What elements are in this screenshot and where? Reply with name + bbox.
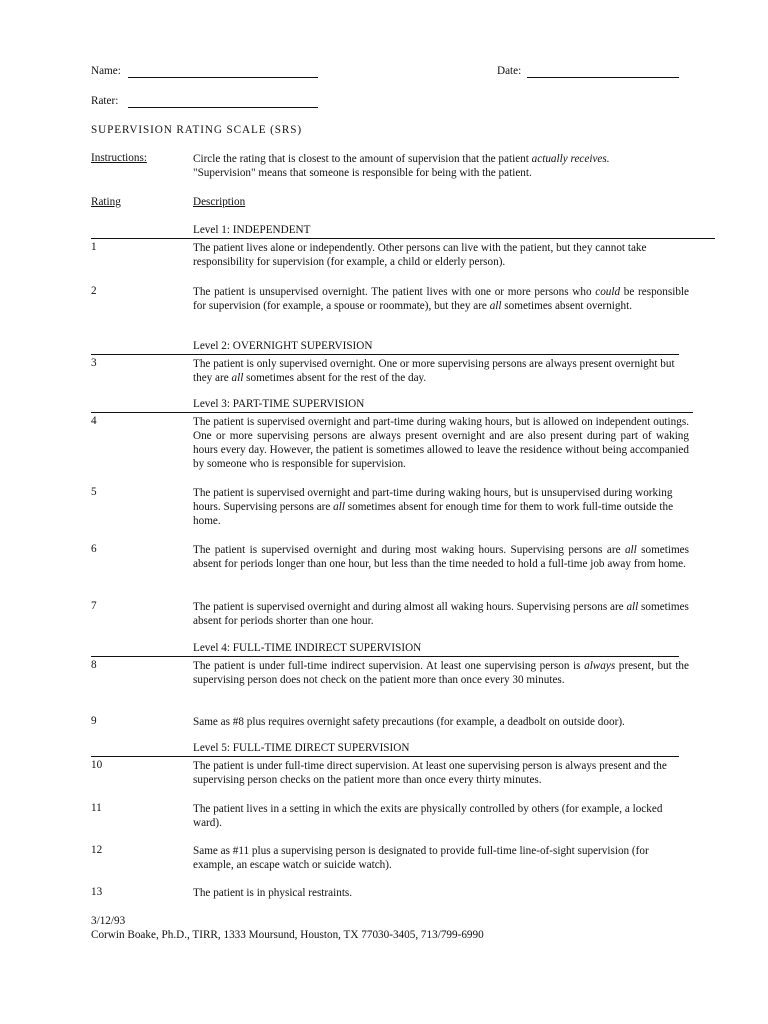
level-1-heading: Level 1: INDEPENDENT — [193, 224, 311, 236]
rating-number[interactable]: 4 — [91, 415, 97, 427]
description-column-header: Description — [193, 196, 246, 208]
rating-description: Same as #8 plus requires overnight safety precautions (for example, a deadbolt on outside door). — [193, 716, 625, 728]
level-2-divider — [91, 354, 679, 355]
rating-description: The patient is only supervised overnight. One or more supervising persons are always present overnight but they are all sometimes absent for the rest of the day. — [193, 358, 675, 384]
name-field[interactable] — [128, 77, 318, 78]
rating-number[interactable]: 9 — [91, 715, 97, 727]
rating-number[interactable]: 7 — [91, 600, 97, 612]
rating-number[interactable]: 3 — [91, 357, 97, 369]
rating-description: The patient is supervised overnight and part-time during waking hours, but is unsupervised during working hours. Supervising persons are all sometimes absent for enough time for them to work full-time outside the home. — [193, 487, 674, 527]
footer-credit: Corwin Boake, Ph.D., TIRR, 1333 Moursund, Houston, TX 77030-3405, 713/799-6990 — [91, 929, 484, 941]
rating-number[interactable]: 6 — [91, 543, 97, 555]
rating-description: Same as #11 plus a supervising person is designated to provide full-time line-of-sight supervision (for example, an escape watch or suicide watch). — [193, 845, 649, 871]
rating-description: The patient lives in a setting in which the exits are physically controlled by others (for example, a locked ward). — [193, 803, 663, 829]
rater-field[interactable] — [128, 107, 318, 108]
instructions-label: Instructions: — [91, 152, 147, 164]
rating-description: The patient is supervised overnight and during most waking hours. Supervising persons are all sometimes absent for periods longer than one hour, but less than the time needed to hold a full-time job away from home. — [193, 544, 689, 570]
rating-number[interactable]: 13 — [91, 886, 103, 898]
rating-number[interactable]: 5 — [91, 486, 97, 498]
rating-description: The patient is under full-time indirect supervision. At least one supervising person is always present, but the supervising person does not check on the patient more than once every 30 minutes. — [193, 660, 689, 686]
rating-number[interactable]: 11 — [91, 802, 102, 814]
level-3-heading: Level 3: PART-TIME SUPERVISION — [193, 398, 365, 410]
level-1-divider — [91, 238, 715, 239]
page-title: SUPERVISION RATING SCALE (SRS) — [91, 124, 303, 136]
level-2-heading: Level 2: OVERNIGHT SUPERVISION — [193, 340, 373, 352]
rating-number[interactable]: 1 — [91, 241, 97, 253]
rating-number[interactable]: 12 — [91, 844, 103, 856]
rating-description: The patient is supervised overnight and during almost all waking hours. Supervising persons are all sometimes absent for periods shorter than one hour. — [193, 601, 689, 627]
rating-number[interactable]: 8 — [91, 659, 97, 671]
level-5-divider — [91, 756, 679, 757]
rating-number[interactable]: 2 — [91, 285, 97, 297]
name-label: Name: — [91, 65, 121, 77]
footer-date: 3/12/93 — [91, 915, 126, 927]
rating-description: The patient is supervised overnight and part-time during waking hours, but is allowed on independent outings. One or more supervising persons are always present overnight and are also present during part of waking hours every day. However, the patient is sometimes allowed to leave the residence without being accompanied by someone who is responsible for supervision. — [193, 416, 689, 470]
date-field[interactable] — [527, 77, 679, 78]
level-4-divider — [91, 656, 679, 657]
rating-number[interactable]: 10 — [91, 759, 103, 771]
level-3-divider — [91, 412, 693, 413]
rating-description: The patient is unsupervised overnight. The patient lives with one or more persons who could be responsible for supervision (for example, a spouse or roommate), but they are all sometimes absent overnight. — [193, 286, 689, 312]
level-5-heading: Level 5: FULL-TIME DIRECT SUPERVISION — [193, 742, 410, 754]
rating-description: The patient is in physical restraints. — [193, 887, 353, 899]
rating-description: The patient is under full-time direct supervision. At least one supervising person is always present and the supervising person checks on the patient more than once every thirty minutes. — [193, 760, 667, 786]
instructions-text: Circle the rating that is closest to the amount of supervision that the patient actually receives. "Supervision" means that someone is responsible for being with the patient. — [193, 153, 610, 179]
rating-column-header: Rating — [91, 196, 121, 208]
rater-label: Rater: — [91, 95, 119, 107]
date-label: Date: — [497, 65, 522, 77]
rating-description: The patient lives alone or independently. Other persons can live with the patient, but they cannot take responsibility for supervision (for example, a child or elderly person). — [193, 242, 647, 268]
level-4-heading: Level 4: FULL-TIME INDIRECT SUPERVISION — [193, 642, 422, 654]
